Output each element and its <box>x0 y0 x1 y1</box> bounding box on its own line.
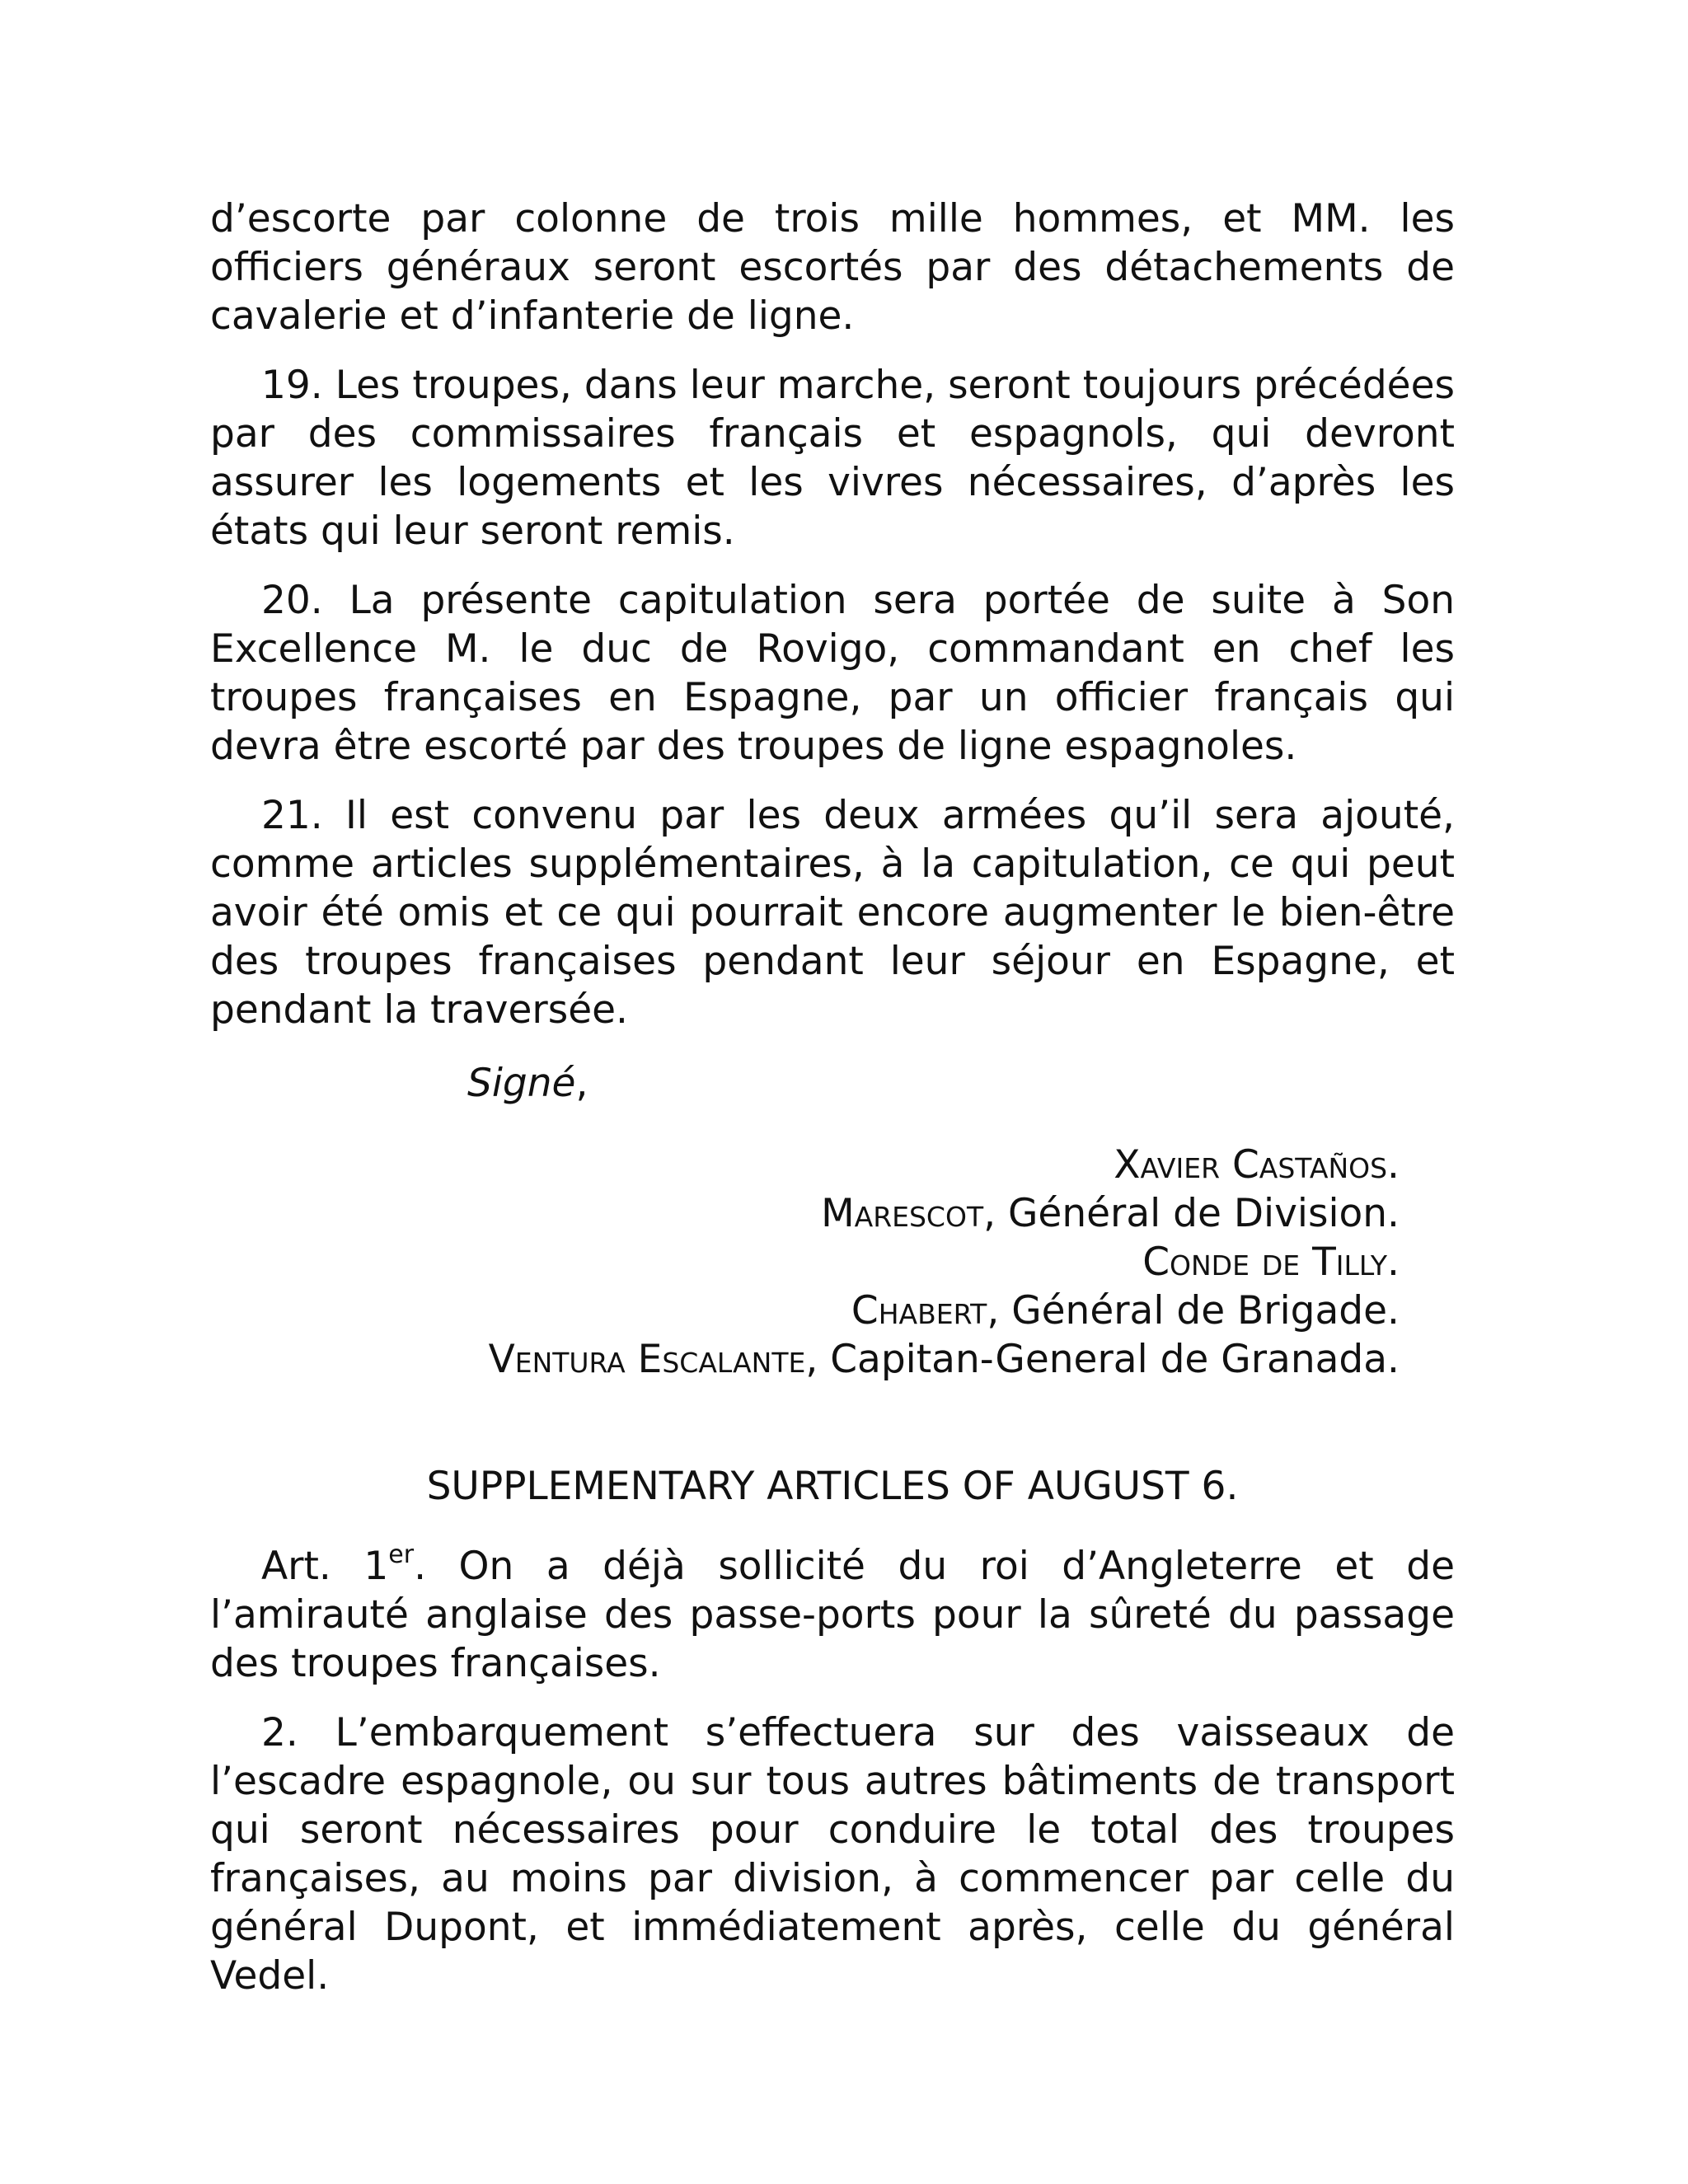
document-page <box>210 194 1455 2021</box>
signatory-line <box>210 1286 1400 1335</box>
signed-label <box>467 1059 1455 1108</box>
supplementary-article-2: 2. L’embarquement s’effectuera sur des vaisseaux de l’escadre espagnole, ou sur tous autres bâtiments de transport qui seront nécessaires pour conduire le total des troupes françaises, au moins par division, à commencer par celle du général Dupont, et immédiatement après, celle du général Vedel. <box>210 1710 1455 1999</box>
signatory-title: , Capitan-General de Granada. <box>805 1337 1400 1382</box>
article-1-text: . On a déjà sollicité du roi d’Angleterre et de l’amirauté anglaise des passe-ports pour la sûreté du passage des troupes françaises. <box>210 1544 1455 1686</box>
signatory-line <box>210 1141 1400 1189</box>
signatory-line <box>210 1189 1400 1238</box>
signatory-name: Marescot <box>821 1191 984 1236</box>
signatory-name: Conde de Tilly. <box>1142 1240 1400 1285</box>
article-21: 21. Il est convenu par les deux armées qu’il sera ajouté, comme articles supplémentaires, à la capitulation, ce qui peut avoir été omis et ce qui pourrait encore augmenter le bien-être des troupes françaises pendant leur séjour en Espagne, et pendant la traversée. <box>210 793 1455 1033</box>
signatory-name: Xavier Castaños. <box>1114 1142 1400 1188</box>
signatory-name: Ventura Escalante <box>488 1337 806 1382</box>
article-19: 19. Les troupes, dans leur marche, seront toujours précédées par des commissaires français et espagnols, qui devront assurer les logements et les vivres nécessaires, d’après les états qui leur seront remis. <box>210 363 1455 554</box>
paragraph-continuation: d’escorte par colonne de trois mille hommes, et MM. les officiers généraux seront escortés par des détachements de cavalerie et d’infanterie de ligne. <box>210 196 1455 339</box>
signatory-title: , Général de Brigade. <box>987 1288 1400 1333</box>
signatory-title: , Général de Division. <box>983 1191 1400 1236</box>
article-20: 20. La présente capitulation sera portée de suite à Son Excellence M. le duc de Rovigo, commandant en chef les troupes françaises en Espagne, par un officier français qui devra être escorté par des troupes de ligne espagnoles. <box>210 578 1455 769</box>
section-heading: SUPPLEMENTARY ARTICLES OF AUGUST 6. <box>426 1464 1239 1509</box>
signature-block <box>210 1141 1400 1384</box>
article-1-prefix: Art. 1 <box>261 1544 389 1589</box>
signatory-name: Chabert <box>851 1288 987 1333</box>
signed-comma: , <box>575 1061 588 1106</box>
signatory-line <box>210 1335 1400 1384</box>
supplementary-article-1 <box>210 1542 1455 1688</box>
signatory-line <box>210 1238 1400 1286</box>
signed-word: Signé <box>467 1061 576 1106</box>
article-1-superscript: er <box>388 1540 415 1569</box>
